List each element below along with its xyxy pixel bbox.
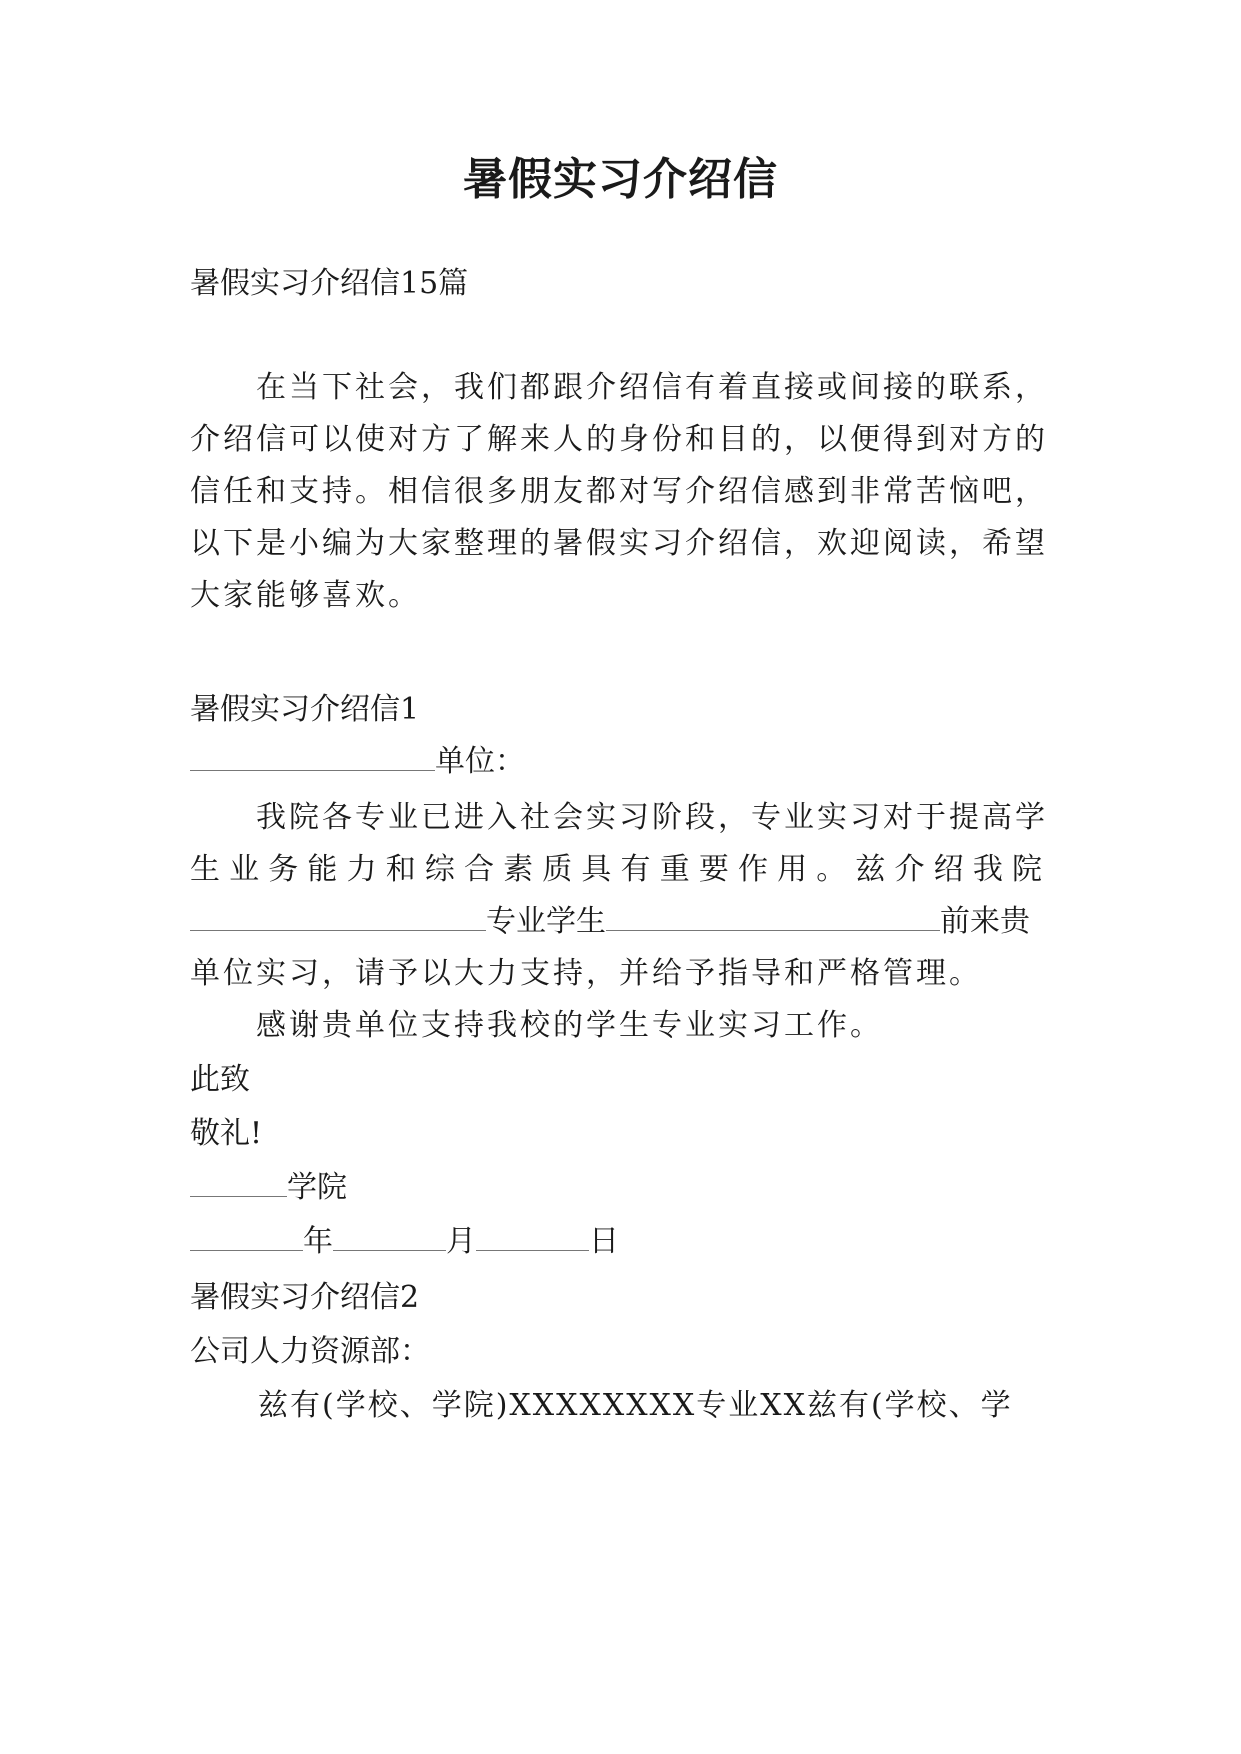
letter1-heading: 暑假实习介绍信1 (190, 692, 420, 727)
char: 质 (542, 852, 573, 887)
char: 兹 (855, 852, 886, 887)
intro-line: 介绍信可以使对方了解来人的身份和目的，以便得到对方的 (190, 422, 1048, 457)
letter1-closing-2: 敬礼! (190, 1116, 263, 1151)
letter1-date-line (190, 1220, 1050, 1264)
intro-line: 大家能够喜欢。 (190, 578, 421, 613)
char: 能 (307, 852, 338, 887)
char: 合 (463, 852, 494, 887)
document-subtitle: 暑假实习介绍信15篇 (190, 266, 469, 301)
letter2-paragraph-line: 兹有(学校、学院)XXXXXXXX专业XX兹有(学校、学 (258, 1388, 1013, 1423)
intro-line: 以下是小编为大家整理的暑假实习介绍信，欢迎阅读，希望 (190, 526, 1048, 561)
letter1-college-label: 学院 (287, 1170, 347, 1205)
letter2-addressee: 公司人力资源部： (190, 1334, 430, 1369)
letter1-fill-line (190, 900, 1050, 944)
char: 我 (972, 852, 1003, 887)
char: 素 (503, 852, 534, 887)
letter1-signature-line (190, 1166, 1050, 1210)
char: 务 (268, 852, 299, 887)
letter1-paragraph-line: 我院各专业已进入社会实习阶段，专业实习对于提高学 (256, 800, 1048, 835)
char: 。 (816, 852, 847, 887)
char: 和 (385, 852, 416, 887)
letter1-closing-1: 此致 (190, 1062, 250, 1097)
blank-field (606, 900, 940, 931)
char: 要 (698, 852, 729, 887)
blank-field (333, 1220, 446, 1251)
blank-field (190, 1220, 303, 1251)
char: 业 (229, 852, 260, 887)
char: 绍 (933, 852, 964, 887)
char: 综 (424, 852, 455, 887)
letter1-thanks: 感谢贵单位支持我校的学生专业实习工作。 (256, 1008, 883, 1043)
date-year-label: 年 (303, 1224, 333, 1259)
letter1-addressee: 单位： (435, 744, 525, 779)
date-month-label: 月 (446, 1224, 476, 1259)
blank-field (190, 900, 486, 931)
blank-field (476, 1220, 589, 1251)
char: 有 (620, 852, 651, 887)
blank-field (190, 740, 435, 771)
intro-line: 在当下社会，我们都跟介绍信有着直接或间接的联系， (256, 370, 1048, 405)
char: 具 (581, 852, 612, 887)
letter1-justified-line (190, 848, 1042, 892)
char: 用 (777, 852, 808, 887)
char: 力 (346, 852, 377, 887)
intro-line: 信任和支持。相信很多朋友都对写介绍信感到非常苦恼吧， (190, 474, 1048, 509)
letter1-come-label: 前来贵 (940, 904, 1030, 939)
char: 院 (1011, 852, 1042, 887)
char: 重 (659, 852, 690, 887)
char: 生 (190, 852, 220, 887)
letter1-major-label: 专业学生 (486, 904, 606, 939)
blank-field (190, 1166, 287, 1197)
date-day-label: 日 (589, 1224, 619, 1259)
char: 介 (894, 852, 925, 887)
document-title: 暑假实习介绍信 (463, 154, 778, 205)
letter2-heading: 暑假实习介绍信2 (190, 1280, 420, 1315)
letter1-addressee-line (190, 740, 1050, 784)
char: 作 (737, 852, 768, 887)
letter1-paragraph-line: 单位实习，请予以大力支持，并给予指导和严格管理。 (190, 956, 982, 991)
